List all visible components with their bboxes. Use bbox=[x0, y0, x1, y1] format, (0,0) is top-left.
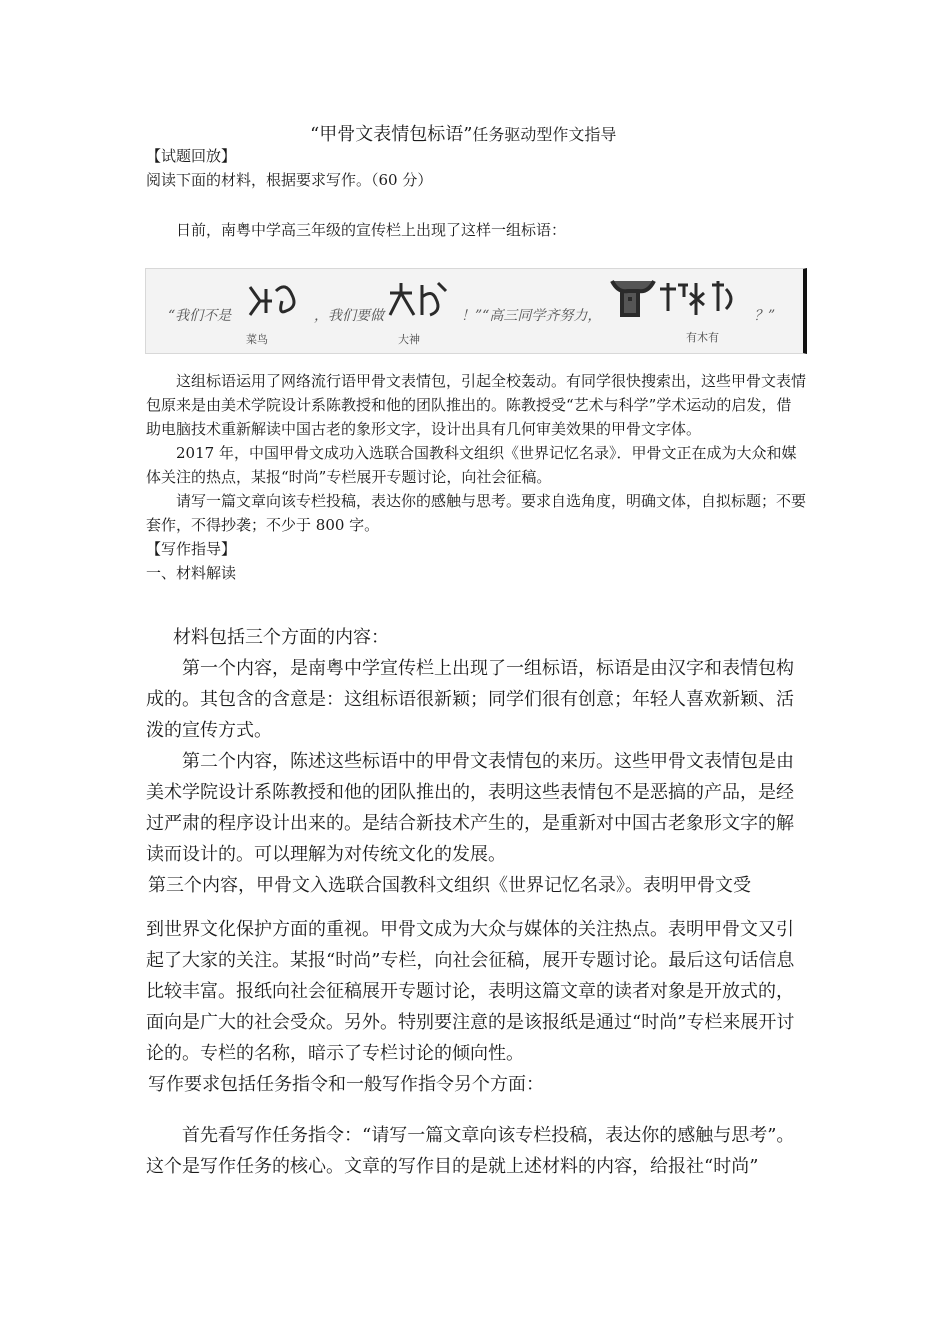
guide-requirements: 写作要求包括任务指令和一般写作指令另个方面： bbox=[148, 1074, 544, 1095]
section-review-heading: 【试题回放】 bbox=[146, 147, 237, 165]
guide-paragraphs bbox=[146, 622, 806, 901]
oracle-glyph-1 bbox=[246, 281, 304, 329]
instruction-line: 阅读下面的材料，根据要求写作。（60 分） bbox=[146, 171, 433, 189]
banner-text-3: ！”“高三同学齐努力， bbox=[461, 308, 602, 324]
section-guide-heading: 【写作指导】 bbox=[146, 540, 237, 558]
banner-glyph-caption-2: 大神 bbox=[398, 333, 420, 346]
material-para-2: 2017 年，中国甲骨文成功入选联合国教科文组织《世界记忆名录》．甲骨文正在成为大众和媒体关注的热点，某报“时尚”专栏展开专题讨论，向社会征稿。 bbox=[146, 444, 797, 486]
guide-para-1: 第一个内容，是南粤中学宣传栏上出现了一组标语，标语是由汉字和表情包构成的。其包含的含意是：这组标语很新颖；同学们很有创意；年轻人喜欢新颖、活泼的宣传方式。 bbox=[146, 658, 794, 741]
guide-paragraphs-continued bbox=[146, 914, 806, 1100]
material-paragraphs bbox=[146, 369, 806, 585]
banner-glyph-caption-3: 有木有 bbox=[686, 331, 719, 344]
guide-para-2: 第二个内容，陈述这些标语中的甲骨文表情包的来历。这些甲骨文表情包是由美术学院设计系陈教授和他的团队推出的，表明这些表情包不是恶搞的产品，是经过严肃的程序设计出来的。是结合新技术产生的，是重新对中国古老象形文字的解读而设计的。可以理解为对传统文化的发展。 bbox=[146, 751, 794, 865]
section-one-heading: 一、材料解读 bbox=[146, 564, 237, 582]
guide-task-para: 首先看写作任务指令：“请写一篇文章向该专栏投稿，表达你的感触与思考”。这个是写作任务的核心。文章的写作目的是就上述材料的内容，给报社“时尚” bbox=[146, 1125, 795, 1177]
guide-para-3b: 到世界文化保护方面的重视。甲骨文成为大众与媒体的关注热点。表明甲骨文又引起了大家的关注。某报“时尚”专栏，向社会征稿，展开专题讨论。最后这句话信息比较丰富。报纸向社会征稿展开专题讨论，表明这篇文章的读者对象是开放式的，面向是广大的社会受众。另外。特别要注意的是该报纸是通过“时尚”专栏来展开讨论的。专栏的名称，暗示了专栏讨论的倾向性。 bbox=[146, 919, 795, 1064]
banner-text-4: ？” bbox=[754, 308, 776, 324]
banner-text-2: ，我们要做 bbox=[314, 308, 384, 324]
guide-task-block bbox=[146, 1120, 806, 1182]
title-rest: 任务驱动型作文指导 bbox=[472, 125, 617, 144]
guide-para-3a: 第三个内容，甲骨文入选联合国教科文组织《世界记忆名录》。表明甲骨文受 bbox=[148, 875, 751, 896]
banner-glyph-caption-1: 菜鸟 bbox=[246, 333, 268, 346]
oracle-glyph-2 bbox=[386, 279, 450, 325]
oracle-glyph-3 bbox=[608, 275, 748, 329]
material-para-3: 请写一篇文章向该专栏投稿，表达你的感触与思考。要求自选角度，明确文体，自拟标题；不要套作，不得抄袭；不少于 800 字。 bbox=[146, 492, 807, 534]
banner-text-1: “我们不是 bbox=[168, 308, 232, 324]
title-quoted: “甲骨文表情包标语” bbox=[310, 124, 473, 145]
page-title bbox=[310, 120, 616, 146]
guide-intro: 材料包括三个方面的内容： bbox=[173, 627, 389, 648]
slogan-banner-image bbox=[145, 268, 807, 354]
material-para-1: 这组标语运用了网络流行语甲骨文表情包，引起全校轰动。有同学很快搜索出，这些甲骨文表情包原来是由美术学院设计系陈教授和他的团队推出的。陈教授受“艺术与科学”学术运动的启发，借助电脑技术重新解读中国古老的象形文字，设计出具有几何审美效果的甲骨文字体。 bbox=[146, 372, 807, 438]
intro-line: 日前，南粤中学高三年级的宣传栏上出现了这样一组标语： bbox=[176, 221, 567, 239]
